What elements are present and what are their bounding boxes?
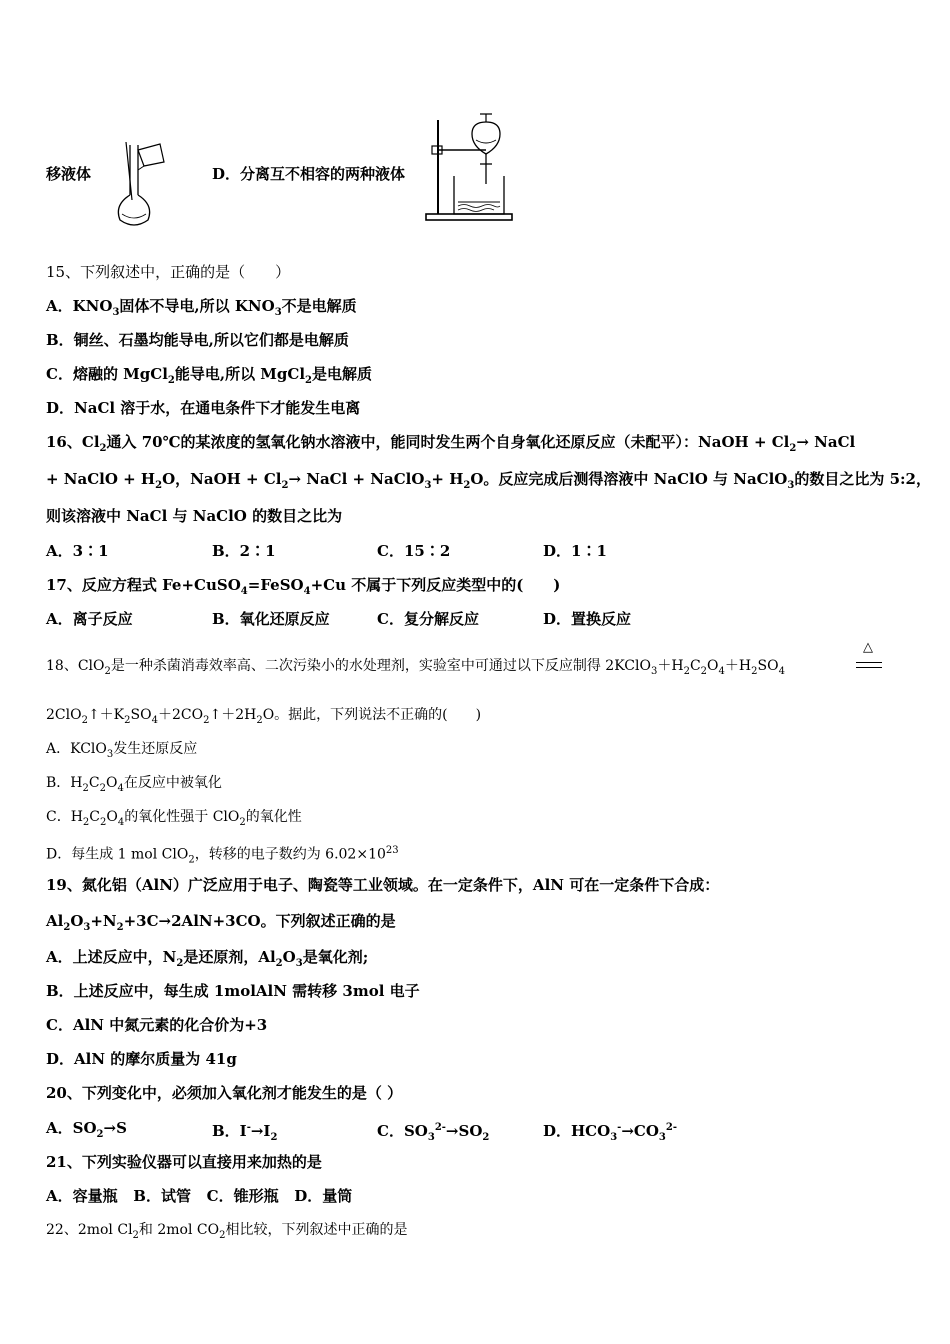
- q19-stem-line1: 19、氮化铝（AlN）广泛应用于电子、陶瓷等工业领域。在一定条件下，AlN 可在一定条件下合成：: [46, 876, 720, 894]
- q15-option-a: A．$KNO_3$固体不导电,所以 $KNO_3$不是电解质: [46, 297, 357, 318]
- q20-option-b: B．$I^-\to I_2$: [212, 1122, 278, 1143]
- q18-stem-line1: 18、ClO$_2$是一种杀菌消毒效率高、二次污染小的水处理剂，实验室中可通过以下反应制得 $2KClO_3+H_2C_2O_4+H_2SO_4$: [46, 658, 785, 677]
- q19-option-d: D．AlN 的摩尔质量为 41g: [46, 1050, 237, 1068]
- q15-stem: 15、下列叙述中，正确的是（ ）: [46, 263, 291, 281]
- volumetric-flask-transfer-icon: [108, 140, 172, 230]
- q18-option-d: D．每生成 1 mol ClO$_2$，转移的电子数约为 $6.02\times 10^{23}$: [46, 845, 399, 866]
- q17-option-c: C．复分解反应: [377, 610, 479, 628]
- q16-option-b: B．2∶1: [212, 542, 276, 560]
- q21-options: A．容量瓶 B．试管 C．锥形瓶 D．量筒: [46, 1187, 353, 1205]
- q16-stem-line1: 16、$Cl_2$通入 70℃的某浓度的氢氧化钠水溶液中，能同时发生两个自身氧化还原反应（未配平）：NaOH + $Cl_2\to$ NaCl: [46, 433, 856, 454]
- q17-option-b: B．氧化还原反应: [212, 610, 330, 628]
- q15-option-b: B．铜丝、石墨均能导电,所以它们都是电解质: [46, 331, 349, 349]
- q16-option-a: A．3∶1: [46, 542, 109, 560]
- q21-stem: 21、下列实验仪器可以直接用来加热的是: [46, 1153, 322, 1171]
- q18-stem-line2: $2ClO_2↑+K_2SO_4+2CO_2↑+2H_2O$。据此，下列说法不正确的( ): [46, 707, 482, 726]
- q20-option-d: D．$HCO_3^-\to CO_3^{2-}$: [543, 1122, 677, 1143]
- q17-stem: 17、反应方程式 Fe+CuSO$_4$=FeSO$_4$+Cu 不属于下列反应类型中的( ): [46, 576, 561, 597]
- q15-option-d: D．NaCl 溶于水，在通电条件下才能发生电离: [46, 399, 361, 417]
- q17-option-a: A．离子反应: [46, 610, 133, 628]
- q19-option-a: A．上述反应中，$N_2$是还原剂，$Al_2O_3$是氧化剂;: [46, 948, 369, 969]
- q16-stem-line3: 则该溶液中 NaCl 与 NaClO 的数目之比为: [46, 507, 343, 525]
- q19-stem-line2: $Al_2O_3+N_2+3C\to 2AlN+3CO$。下列叙述正确的是: [46, 912, 396, 933]
- equal-sign-bar-bottom: [856, 667, 882, 668]
- q16-option-c: C．15∶2: [377, 542, 451, 560]
- q20-option-c: C．$SO_3^{2-}\to SO_2$: [377, 1122, 490, 1143]
- q14-option-d: D．分离互不相容的两种液体: [212, 165, 406, 183]
- q17-option-d: D．置换反应: [543, 610, 632, 628]
- separatory-funnel-apparatus-icon: [424, 106, 516, 224]
- q16-option-d: D．1∶1: [543, 542, 607, 560]
- q20-stem: 20、下列变化中，必须加入氧化剂才能发生的是（ ）: [46, 1084, 403, 1102]
- q18-option-c: C．$H_2C_2O_4$的氧化性强于 ClO$_2$的氧化性: [46, 809, 302, 828]
- q22-stem: 22、2mol $Cl_2$和 2mol $CO_2$相比较，下列叙述中正确的是: [46, 1222, 408, 1241]
- heating-condition-mark: △: [863, 640, 873, 655]
- q19-option-c: C．AlN 中氮元素的化合价为+3: [46, 1016, 268, 1034]
- q14-option-c-tail: 移液体: [46, 165, 92, 183]
- q18-option-a: A．KClO$_3$发生还原反应: [46, 741, 198, 760]
- q18-option-b: B．$H_2C_2O_4$在反应中被氧化: [46, 775, 222, 794]
- q15-option-c: C．熔融的 MgCl$_2$能导电,所以 MgCl$_2$是电解质: [46, 365, 373, 386]
- q19-option-b: B．上述反应中，每生成 1molAlN 需转移 3mol 电子: [46, 982, 420, 1000]
- q20-option-a: A．$SO_2\to S$: [46, 1119, 127, 1140]
- equal-sign-bar-top: [856, 662, 882, 663]
- q16-stem-line2: + NaClO + $H_2O$，NaOH + $Cl_2\to$ NaCl + NaClO$_3$+ $H_2O$。反应完成后测得溶液中 NaClO 与 NaClO$_3$的数目之比为 5:2，: [46, 470, 931, 491]
